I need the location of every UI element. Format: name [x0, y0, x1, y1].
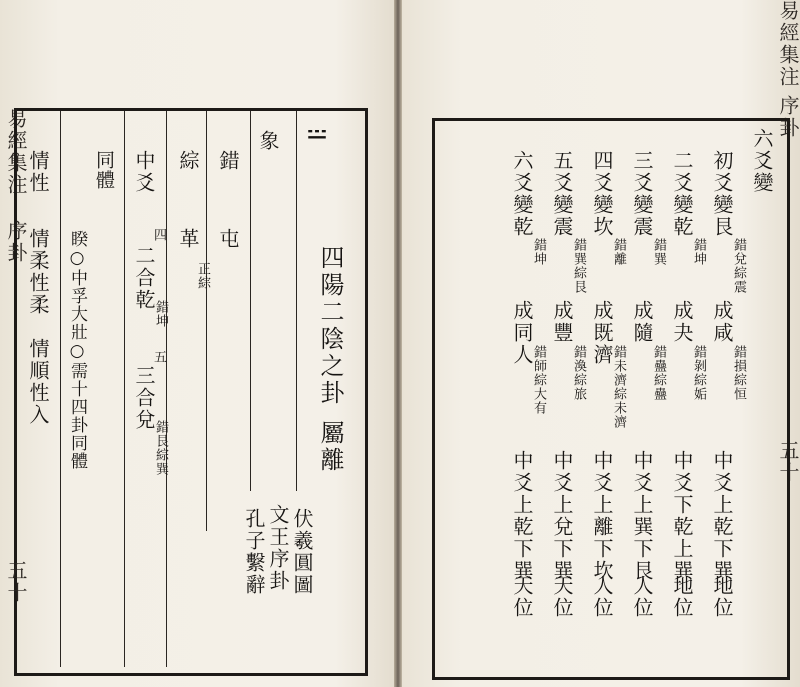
col-zhongyao-note: 錯坤: [153, 300, 168, 328]
row-note: 錯離: [611, 238, 626, 266]
row-position: 地位: [710, 575, 734, 619]
hexagram-heading: 四陽二陰之卦: [316, 245, 344, 407]
book-gutter: [394, 0, 402, 687]
col-xiang: 象: [256, 130, 280, 152]
col-qingxing: 情性: [26, 150, 50, 194]
row-result-note: 錯蠱綜蠱: [651, 345, 666, 401]
row-label: 六爻變乾: [510, 150, 534, 238]
row-label: 初爻變艮: [710, 150, 734, 238]
left-edge-chapter: 序卦: [4, 220, 28, 264]
hexagram-symbol: 𝌃: [303, 120, 331, 151]
row-zhongyao: 中爻上兌下巽: [550, 450, 574, 582]
row-position: 天位: [510, 575, 534, 619]
row-note: 錯兌綜震: [731, 238, 746, 294]
row-zhongyao: 中爻上乾下巽: [510, 450, 534, 582]
right-page: [402, 0, 800, 687]
left-edge-page: 五十: [4, 560, 28, 604]
left-rule-4: [166, 111, 167, 667]
col-zong-value: 革: [176, 228, 200, 250]
row-result: 成豐: [550, 300, 574, 344]
origin-label-kongzi: 孔子繫辭: [242, 508, 266, 596]
origin-label-wenwang: 文王序卦: [266, 504, 290, 592]
row-label: 四爻變坎: [590, 150, 614, 238]
row-zhongyao: 中爻上離下坎: [590, 450, 614, 582]
col-tongti-sub: 睽○中孚大壯○需十四卦同體: [67, 230, 87, 470]
row-result: 成同人: [510, 300, 534, 366]
origin-label-fuxi: 伏羲圓圖: [290, 508, 314, 596]
left-rule-1: [296, 111, 297, 491]
left-rule-2: [250, 111, 251, 491]
row-result-note: 錯師綜大有: [531, 345, 546, 415]
row-position: 人位: [630, 575, 654, 619]
col-zhongyao-main2: 三合兌: [132, 365, 156, 431]
row-position: 人位: [590, 575, 614, 619]
col-tongti: 同體: [93, 150, 115, 190]
hexagram-attribution: 屬離: [316, 420, 344, 474]
row-result: 成既濟: [590, 300, 614, 366]
col-zhongyao-note2: 錯艮綜巽: [153, 420, 168, 476]
col-zhongyao-prefix: 四: [151, 228, 166, 242]
col-cuo-value: 屯: [216, 228, 240, 250]
row-result-note: 錯剝綜姤: [691, 345, 706, 401]
col-zhongyao: 中爻: [132, 150, 156, 194]
col-qingxing-text: 情柔性柔 情順性入: [26, 228, 50, 426]
row-zhongyao: 中爻下乾上巽: [670, 450, 694, 582]
col-zhongyao-main: 二合乾: [132, 245, 156, 311]
left-page: [0, 0, 394, 687]
row-note: 錯坤: [691, 238, 706, 266]
row-position: 天位: [550, 575, 574, 619]
bleed-through-1: [442, 90, 473, 118]
row-result: 成咸: [710, 300, 734, 344]
row-zhongyao: 中爻上乾下巽: [710, 450, 734, 582]
row-note: 錯巽: [651, 238, 666, 266]
row-result: 成夬: [670, 300, 694, 344]
row-result: 成隨: [630, 300, 654, 344]
row-result-note: 錯損綜恒: [731, 345, 746, 401]
row-label: 三爻變震: [630, 150, 654, 238]
row-result-note: 錯渙綜旅: [571, 345, 586, 401]
left-rule-5: [124, 111, 125, 667]
row-label: 二爻變乾: [670, 150, 694, 238]
col-cuo: 錯: [216, 150, 240, 172]
row-note: 錯巽綜艮: [571, 238, 586, 294]
row-label: 五爻變震: [550, 150, 574, 238]
row-zhongyao: 中爻上巽下艮: [630, 450, 654, 582]
left-rule-3: [206, 111, 207, 531]
row-result-note: 錯未濟綜未濟: [611, 345, 626, 429]
right-edge-title: 易經集注: [776, 0, 800, 88]
row-position: 地位: [670, 575, 694, 619]
left-rule-6: [60, 111, 61, 667]
right-edge-page: 五十: [776, 440, 800, 484]
col-zong: 綜: [176, 150, 200, 172]
left-edge-title: 易經集注: [4, 108, 28, 196]
row-note: 錯坤: [531, 238, 546, 266]
right-header: 六爻變: [750, 128, 774, 194]
col-zong-note: 正綜: [195, 262, 210, 290]
col-zhongyao-prefix2: 五: [151, 350, 166, 364]
right-edge-chapter: 序卦: [776, 95, 800, 139]
